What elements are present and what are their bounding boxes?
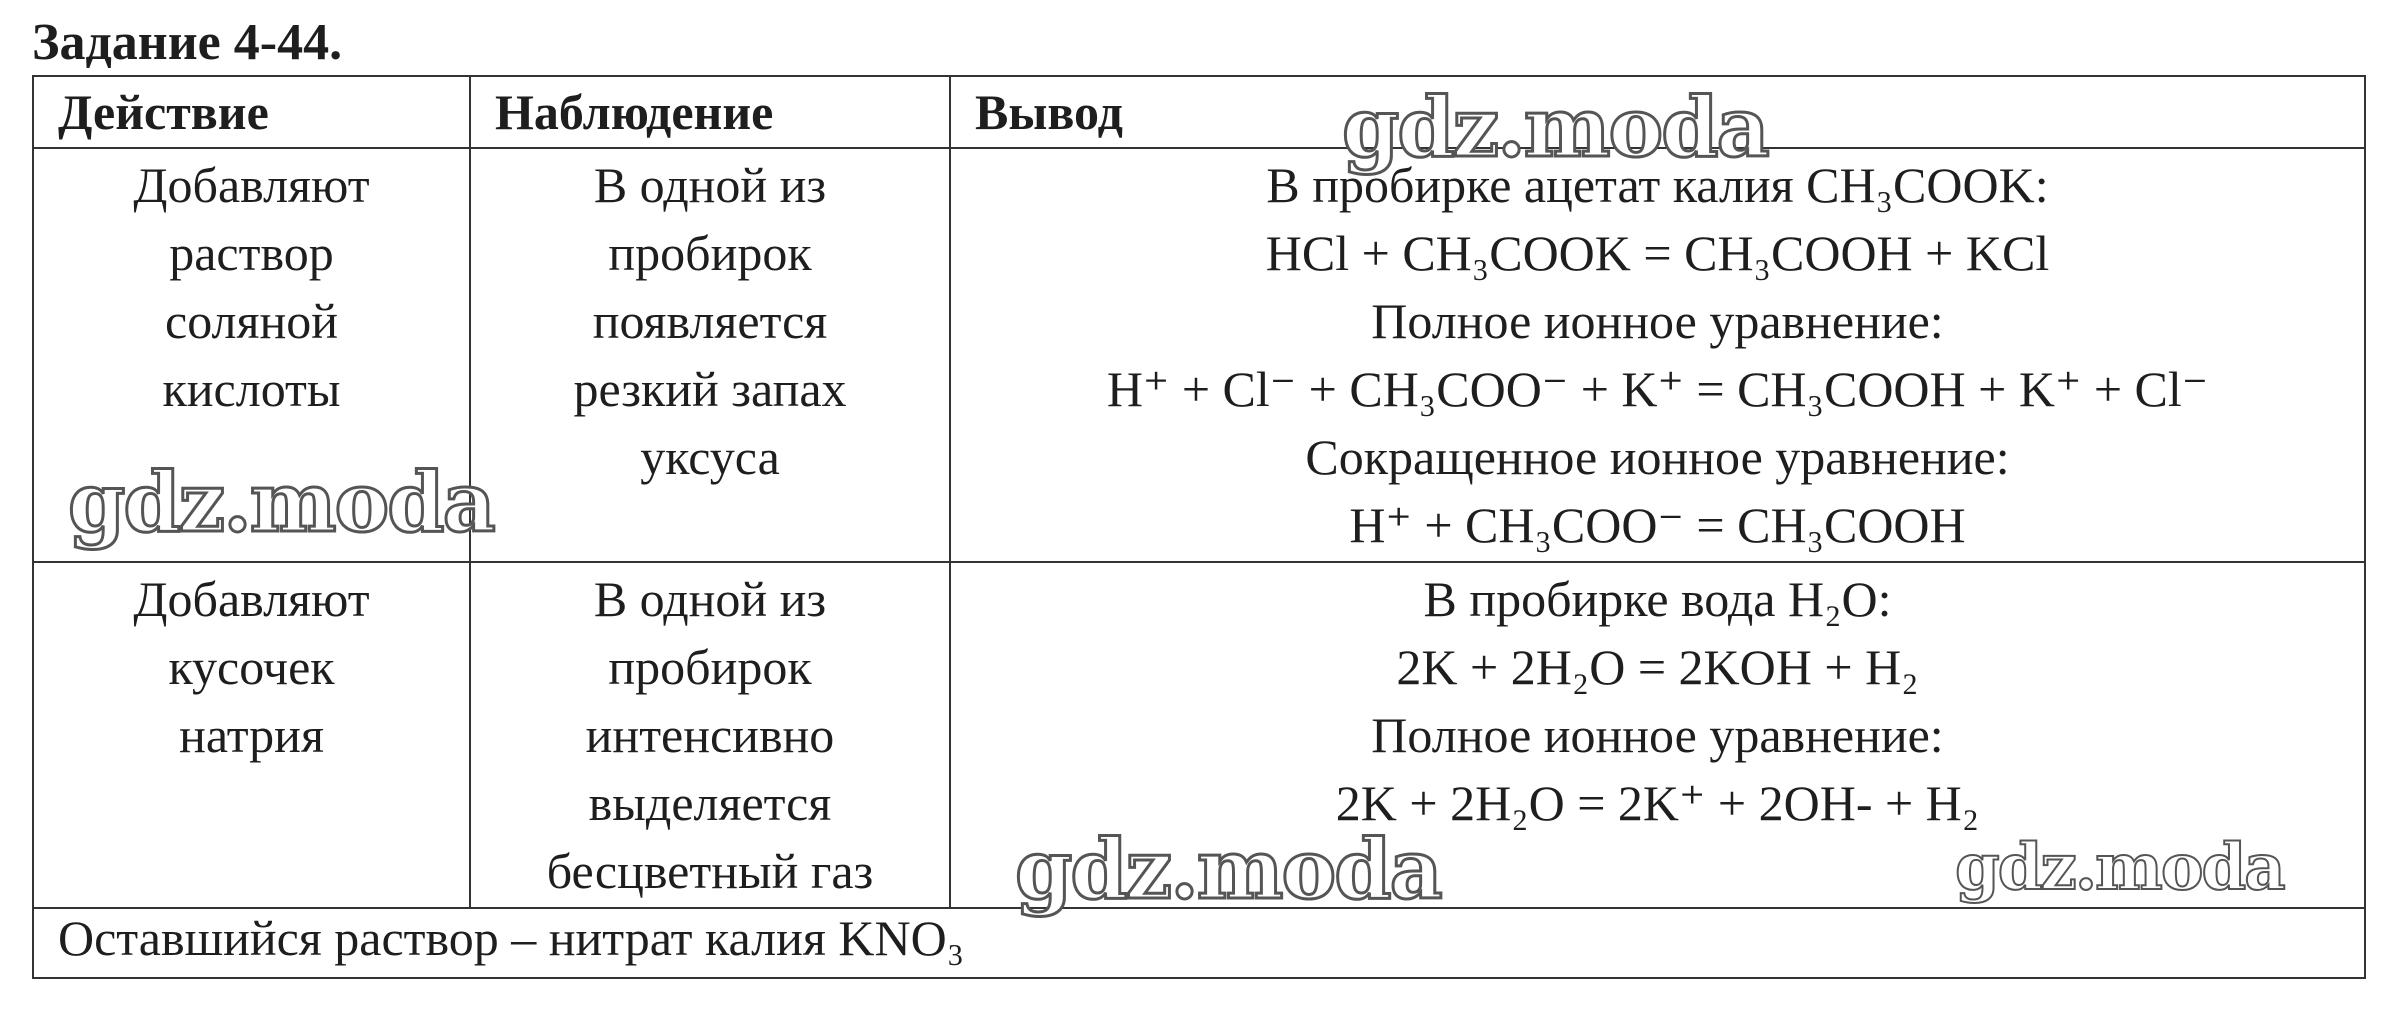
equation-molecular: 2K + 2H₂O = 2KOH + H₂	[1396, 639, 1919, 695]
observation-line: бесцветный газ	[546, 843, 874, 899]
header-action: Действие	[33, 76, 470, 148]
watermark: gdz.moda	[68, 455, 494, 551]
observation-line: уксуса	[640, 429, 780, 485]
equation-short-ionic: H⁺ + CH₃COO⁻ = CH₃COOH	[1349, 497, 1966, 553]
conclusion-line: В пробирке ацетат калия CH₃COOK:	[1266, 157, 2049, 213]
conclusion-line: Полное ионное уравнение:	[1371, 707, 1944, 763]
equation-full-ionic: 2K + 2H₂O = 2K⁺ + 2OH- + H₂	[1335, 775, 1980, 831]
watermark: gdz.moda	[1015, 822, 1441, 918]
table-footer-row	[33, 908, 2365, 978]
observation-line: В одной из	[593, 571, 827, 627]
observation-cell	[470, 562, 950, 908]
action-line: Добавляют	[133, 571, 370, 627]
observation-line: выделяется	[588, 775, 832, 831]
action-cell	[33, 562, 470, 908]
equation-full-ionic: H⁺ + Cl⁻ + CH₃COO⁻ + K⁺ = CH₃COOH + K⁺ + Cl⁻	[1106, 361, 2209, 417]
action-line: соляной	[165, 293, 338, 349]
observation-line: пробирок	[608, 639, 812, 695]
observation-line: интенсивно	[585, 707, 835, 763]
footer-cell: Оставшийся раствор – нитрат калия KNO₃	[33, 908, 2365, 978]
observation-line: появляется	[592, 293, 828, 349]
action-line: раствор	[169, 225, 334, 281]
header-conclusion: Вывод	[950, 76, 2365, 148]
observation-cell	[470, 148, 950, 562]
equation-molecular: HCl + CH₃COOK = CH₃COOH + KCl	[1265, 225, 2050, 281]
header-observation: Наблюдение	[470, 76, 950, 148]
conclusion-line: Сокращенное ионное уравнение:	[1305, 429, 2010, 485]
observation-line: пробирок	[608, 225, 812, 281]
page-title: Задание 4-44.	[32, 14, 343, 71]
conclusion-line: В пробирке вода H₂O:	[1423, 571, 1892, 627]
action-line: Добавляют	[133, 157, 370, 213]
action-line: натрия	[179, 707, 324, 763]
action-line: кусочек	[168, 639, 335, 695]
observation-line: В одной из	[593, 157, 827, 213]
action-line: кислоты	[162, 361, 341, 417]
observation-line: резкий запах	[573, 361, 847, 417]
conclusion-line: Полное ионное уравнение:	[1371, 293, 1944, 349]
table-header-row	[33, 76, 2365, 148]
watermark: gdz.moda	[1342, 80, 1768, 176]
conclusion-cell	[950, 148, 2365, 562]
watermark: gdz.moda	[1955, 830, 2284, 905]
